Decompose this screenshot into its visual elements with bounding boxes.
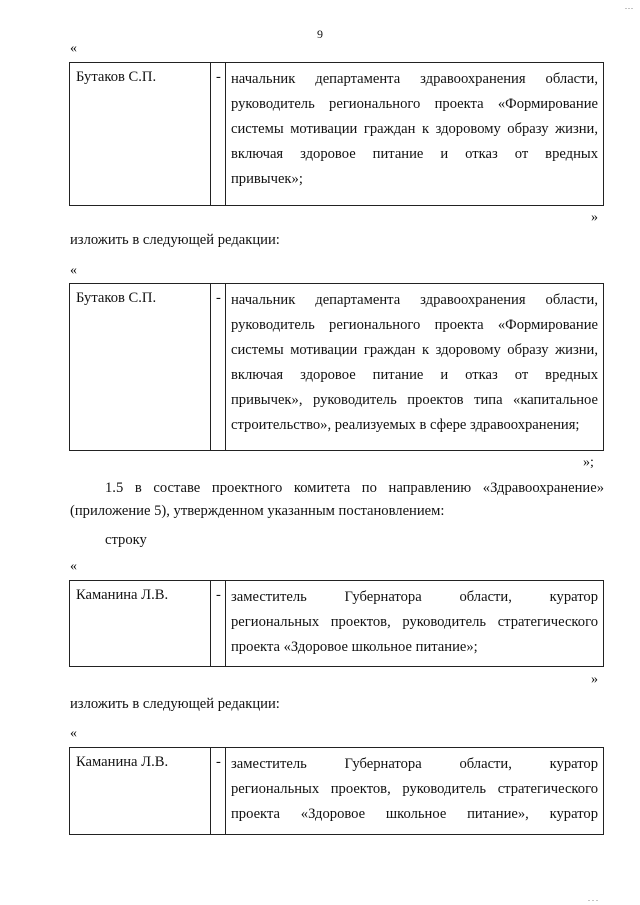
table-row: [69, 580, 604, 667]
position-description: [231, 585, 598, 660]
dash: -: [216, 587, 221, 603]
open-quote: «: [70, 726, 77, 741]
description-line: включая здоровое питание и отказ от вредных: [231, 146, 598, 162]
column-divider: [210, 581, 211, 666]
close-quote: »: [591, 210, 598, 225]
position-description: [231, 67, 598, 192]
replace-phrase: изложить в следующей редакции:: [70, 232, 280, 248]
description-line: начальник департамента здравоохранения области,: [231, 71, 598, 87]
person-name: Каманина Л.В.: [76, 754, 169, 770]
description-line: начальник департамента здравоохранения области,: [231, 292, 598, 308]
dash: -: [216, 290, 221, 306]
description-line: привычек»;: [231, 171, 303, 187]
row-word: строку: [105, 532, 147, 548]
position-description: [231, 752, 598, 827]
description-line: руководитель регионального проекта «Формирование: [231, 317, 598, 333]
position-description: [231, 288, 598, 438]
description-line: региональных проектов, руководитель стратегического: [231, 614, 598, 630]
person-name: Каманина Л.В.: [76, 587, 169, 603]
column-divider: [210, 63, 211, 205]
open-quote: «: [70, 263, 77, 278]
description-line: проекта «Здоровое школьное питание», куратор: [231, 806, 598, 822]
description-line: системы мотивации граждан к здоровому образу жизни,: [231, 121, 598, 137]
dash: -: [216, 754, 221, 770]
column-divider: [210, 748, 211, 834]
column-divider: [225, 63, 226, 205]
corner-mark-top: ...: [625, 2, 634, 11]
close-quote: »: [591, 672, 598, 687]
column-divider: [225, 748, 226, 834]
person-name: Бутаков С.П.: [76, 69, 157, 85]
open-quote: «: [70, 41, 77, 56]
description-line: строительство», реализуемых в сфере здравоохранения;: [231, 417, 580, 433]
column-divider: [210, 284, 211, 450]
corner-mark-bottom: ...: [588, 894, 600, 903]
description-line: системы мотивации граждан к здоровому образу жизни,: [231, 342, 598, 358]
person-name: Бутаков С.П.: [76, 290, 157, 306]
description-line: руководитель регионального проекта «Формирование: [231, 96, 598, 112]
description-line: региональных проектов, руководитель стратегического: [231, 781, 598, 797]
table-row: [69, 283, 604, 451]
dash: -: [216, 69, 221, 85]
open-quote: «: [70, 559, 77, 574]
description-line: проекта «Здоровое школьное питание»;: [231, 639, 478, 655]
description-line: заместитель Губернатора области, куратор: [231, 589, 598, 605]
column-divider: [225, 284, 226, 450]
item-1-5-line-1: 1.5 в составе проектного комитета по направлению «Здравоохранение»: [105, 480, 604, 496]
item-1-5-line-2: (приложение 5), утвержденном указанным постановлением:: [70, 503, 445, 519]
description-line: заместитель Губернатора области, куратор: [231, 756, 598, 772]
page-number: 9: [317, 27, 323, 41]
close-quote: »;: [583, 455, 594, 470]
description-line: включая здоровое питание и отказ от вредных: [231, 367, 598, 383]
table-row: [69, 62, 604, 206]
description-line: привычек», руководитель проектов типа «капитальное: [231, 392, 598, 408]
table-row: [69, 747, 604, 835]
column-divider: [225, 581, 226, 666]
replace-phrase: изложить в следующей редакции:: [70, 696, 280, 712]
